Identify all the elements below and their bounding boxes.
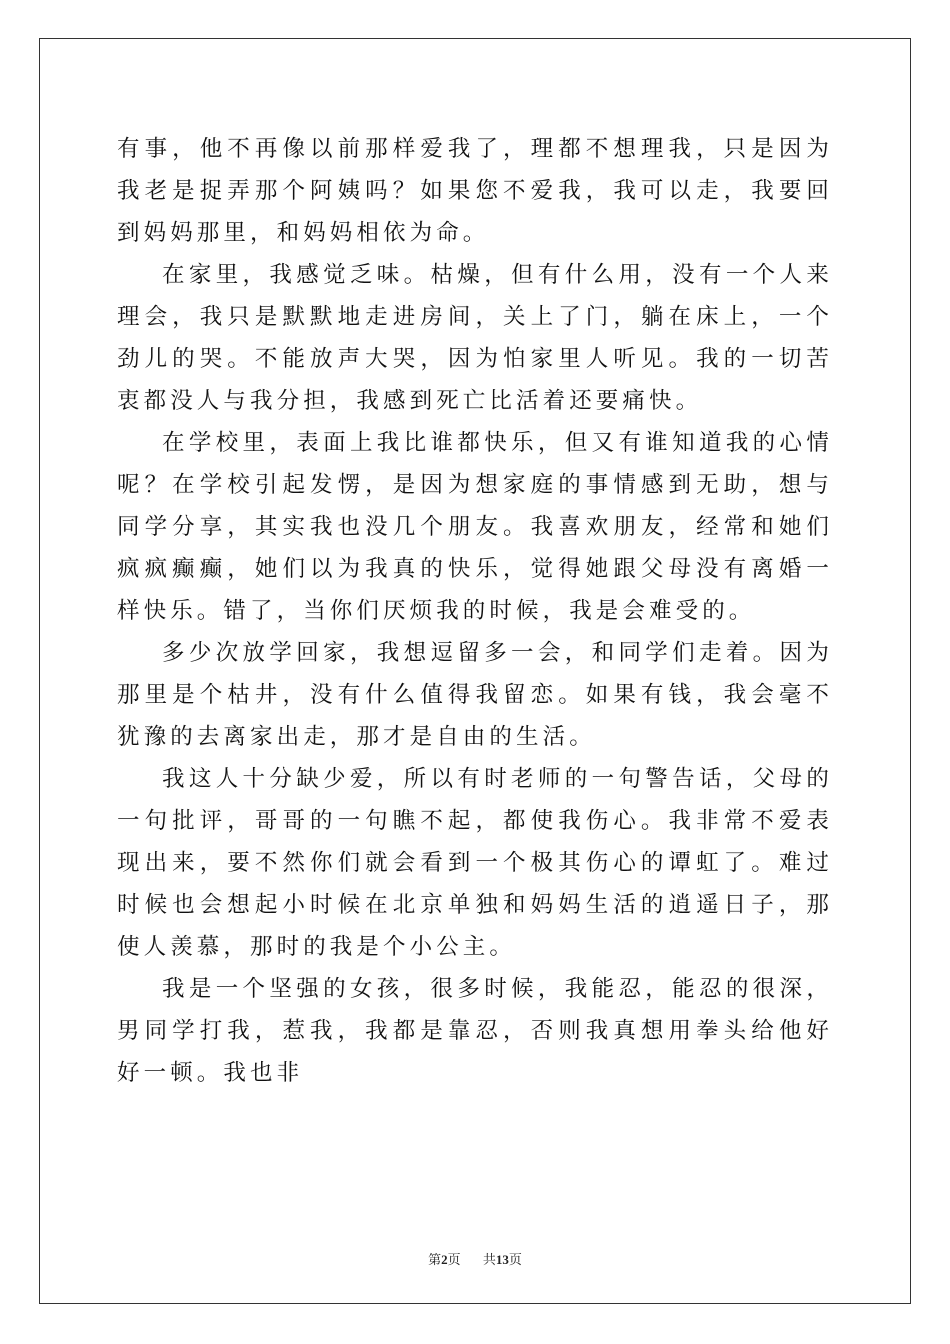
paragraph-6: 我是一个坚强的女孩，很多时候，我能忍，能忍的很深，男同学打我，惹我，我都是靠忍，否则我真想用拳头给他好好一顿。我也非 (117, 976, 833, 1086)
page-number: 2 (441, 1252, 448, 1267)
paragraph-3: 在学校里，表面上我比谁都快乐，但又有谁知道我的心情呢？在学校引起发愣，是因为想家庭的事情感到无助，想与同学分享，其实我也没几个朋友。我喜欢朋友，经常和她们疯疯癫癫，她们以为我真的快乐，觉得她跟父母没有离婚一样快乐。错了，当你们厌烦我的时候，我是会难受的。 (117, 430, 833, 624)
paragraph-1: 有事，他不再像以前那样爱我了，理都不想理我，只是因为我老是捉弄那个阿姨吗？如果您不爱我，我可以走，我要回到妈妈那里，和妈妈相依为命。 (117, 136, 833, 246)
total-pages: 13 (495, 1252, 509, 1267)
paragraph-4: 多少次放学回家，我想逗留多一会，和同学们走着。因为那里是个枯井，没有什么值得我留恋。如果有钱，我会毫不犹豫的去离家出走，那才是自由的生活。 (117, 640, 833, 750)
total-suffix: 页 (508, 1253, 522, 1268)
paragraph-2: 在家里，我感觉乏味。枯燥，但有什么用，没有一个人来理会，我只是默默地走进房间，关上了门，躺在床上，一个劲儿的哭。不能放声大哭，因为怕家里人听见。我的一切苦衷都没人与我分担，我感到死亡比活着还要痛快。 (117, 262, 833, 414)
page-indicator (428, 1253, 465, 1268)
document-body (117, 128, 833, 1094)
total-pages-indicator (483, 1253, 522, 1268)
total-prefix: 共 (482, 1253, 496, 1268)
paragraph-5: 我这人十分缺少爱，所以有时老师的一句警告话，父母的一句批评，哥哥的一句瞧不起，都使我伤心。我非常不爱表现出来，要不然你们就会看到一个极其伤心的谭虹了。难过时候也会想起小时候在北京单独和妈妈生活的逍遥日子，那使人羡慕，那时的我是个小公主。 (117, 766, 833, 960)
page-prefix: 第 (428, 1253, 442, 1268)
page-suffix: 页 (447, 1253, 461, 1268)
page-footer (0, 1249, 950, 1268)
